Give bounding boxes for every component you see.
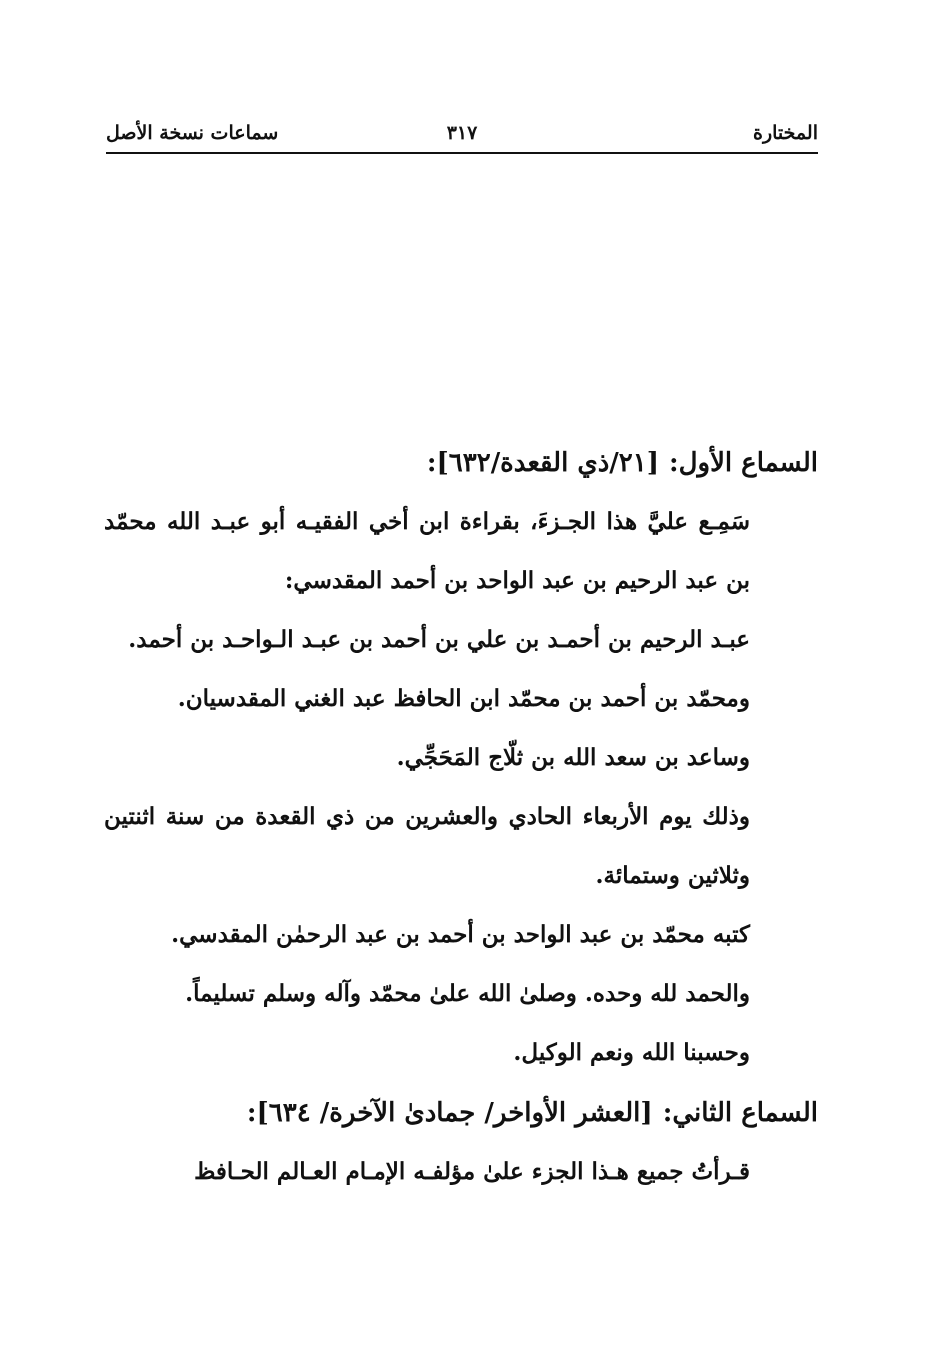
first-sama-paragraph: وذلك يوم الأربعاء الحادي والعشرين من ذي القعدة من سنة اثنتين وثلاثين وستمائة. [104,803,750,889]
second-sama-paragraph: قـرأتُ جميع هـذا الجزء علىٰ مؤلفـه الإمـام العـالم الحـافظ [194,1158,750,1185]
first-sama-paragraph: عبـد الرحيم بن أحمـد بن علي بن أحمد بن عبـد الـواحـد بن أحمد. [128,626,750,653]
book-title: المختارة [753,122,818,144]
section-title: سماعات نسخة الأصل [106,122,279,144]
first-sama-paragraph: كتبه محمّد بن عبد الواحد بن أحمد بن عبد الرحمٰن المقدسي. [171,921,750,948]
first-sama-heading [104,438,818,488]
first-sama-paragraph: وحسبنا الله ونعم الوكيل. [513,1039,750,1066]
first-sama-paragraph: وساعد بن سعد الله بن ثلّاج المَحَجِّي. [396,744,750,771]
first-sama-label: السماع الأول: [669,448,818,478]
page-number: ٣١٧ [446,122,478,144]
second-sama-date: [العشر الأواخر/ جمادىٰ الآخرة/ ٦٣٤]: [246,1098,653,1128]
header-rule [106,152,818,154]
second-sama-heading [104,1088,818,1138]
second-sama-label: السماع الثاني: [662,1098,818,1128]
first-sama-paragraph: سَمِـع عليَّ هذا الجـزءَ، بقراءة ابن أخي الفقيـه أبو عبـد الله محمّد بن عبد الرحيم بن عبد الواحد بن أحمد المقدسي: [104,508,750,594]
main-text [104,438,818,1201]
first-sama-date: [٢١/ذي القعدة/٦٣٢]: [426,448,660,478]
first-sama-paragraph: والحمد لله وحده. وصلىٰ الله علىٰ محمّد وآله وسلم تسليماً. [185,980,750,1007]
running-header [106,118,818,152]
first-sama-paragraph: ومحمّد بن أحمد بن محمّد ابن الحافظ عبد الغني المقدسيان. [177,685,750,712]
